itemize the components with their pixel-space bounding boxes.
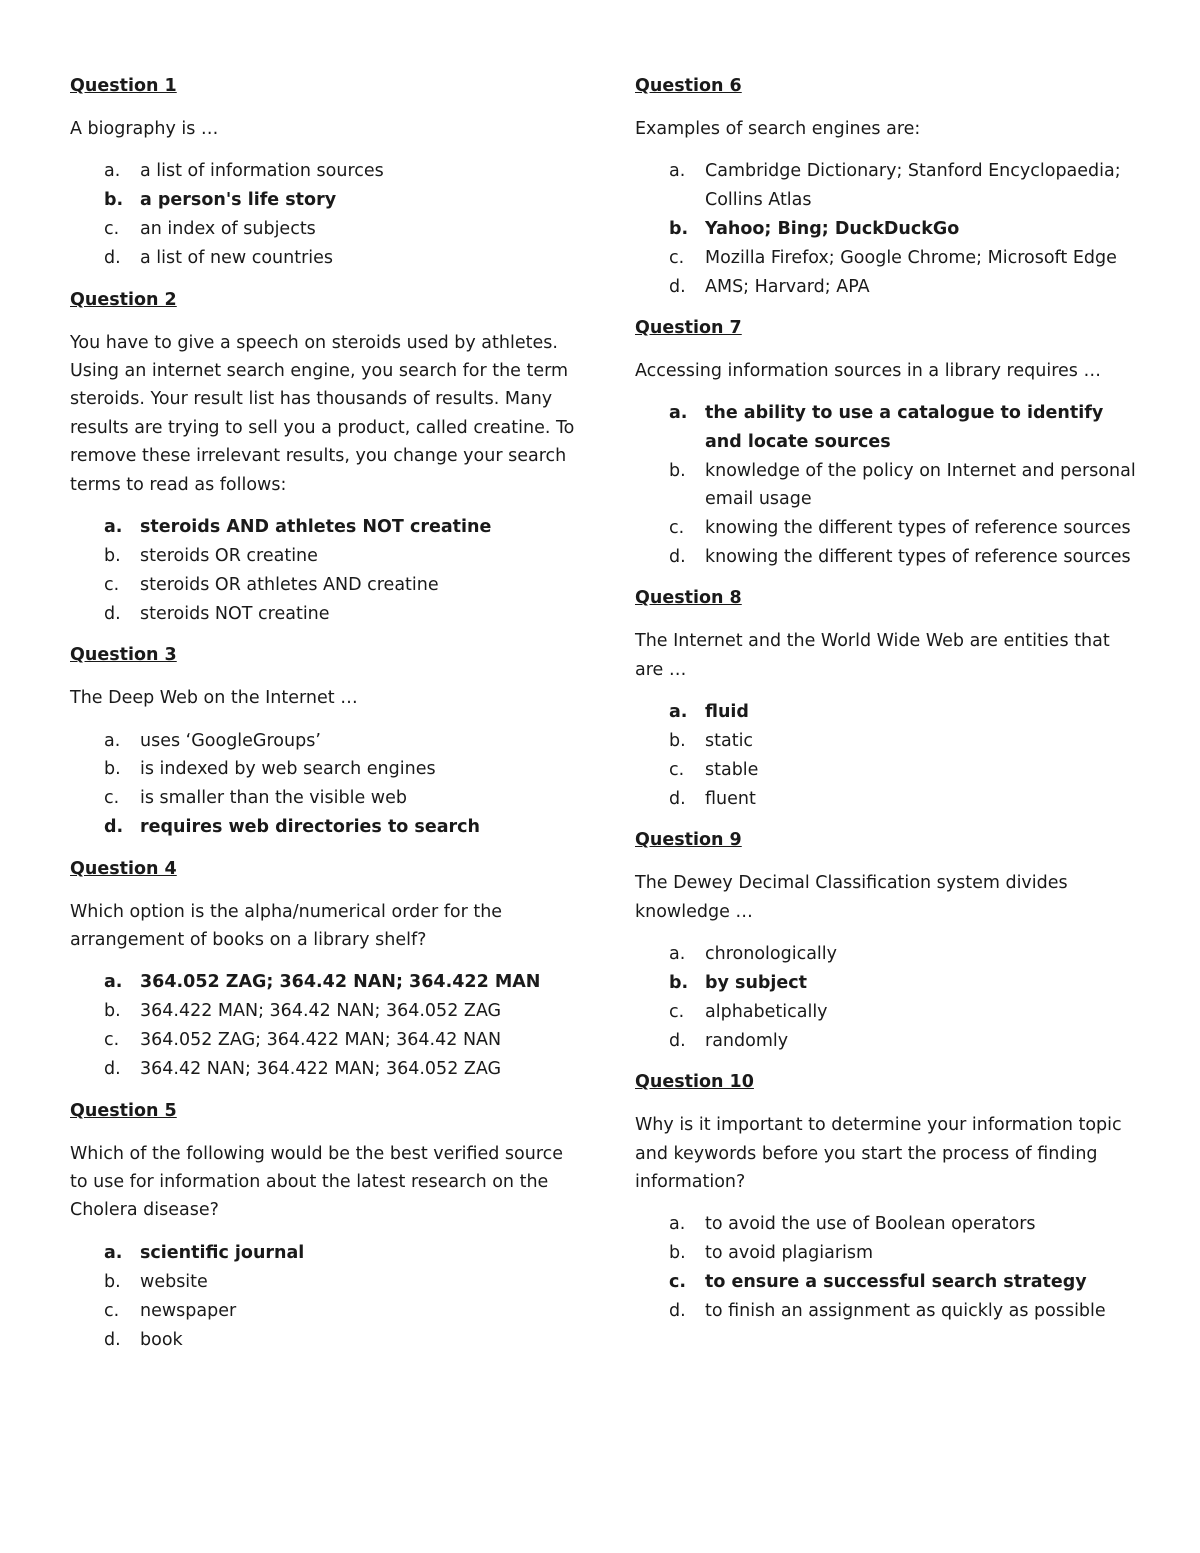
option-letter: d.: [669, 546, 686, 567]
answer-options: [70, 968, 575, 1083]
option-letter: b.: [669, 218, 689, 239]
answer-option-correct: [70, 813, 575, 841]
answer-option: [635, 1027, 1140, 1055]
option-text: steroids OR creatine: [140, 545, 318, 566]
option-letter: c.: [669, 1272, 687, 1293]
answer-option: [70, 1297, 575, 1325]
answer-option: [70, 755, 575, 783]
answer-option: [70, 1326, 575, 1354]
option-text: requires web directories to search: [140, 817, 480, 838]
answer-option: [635, 1210, 1140, 1238]
option-letter: d.: [669, 1301, 686, 1322]
option-letter: b.: [104, 1271, 121, 1292]
option-text: uses ‘GoogleGroups’: [140, 730, 321, 751]
option-text: Cambridge Dictionary; Stanford Encyclopaedia; Collins Atlas: [705, 161, 1121, 210]
question-10: [635, 1069, 1140, 1325]
answer-option: [635, 244, 1140, 272]
left-column: [70, 73, 575, 1368]
question-text: Accessing information sources in a library requires …: [635, 360, 1101, 381]
option-text: fluent: [705, 788, 756, 809]
option-letter: d.: [104, 603, 121, 624]
option-letter: d.: [104, 1059, 121, 1080]
answer-option: [70, 542, 575, 570]
option-letter: a.: [104, 730, 121, 751]
answer-option: [70, 1055, 575, 1083]
answer-option: [70, 571, 575, 599]
option-letter: a.: [104, 1242, 123, 1263]
option-text: to avoid plagiarism: [705, 1243, 874, 1264]
option-text: a person's life story: [140, 190, 337, 211]
option-text: to finish an assignment as quickly as possible: [705, 1301, 1106, 1322]
question-5: [70, 1098, 575, 1354]
question-text: The Dewey Decimal Classification system divides knowledge …: [635, 873, 1068, 922]
answer-option-correct: [635, 1268, 1140, 1296]
option-letter: c.: [669, 247, 685, 268]
option-letter: b.: [104, 190, 124, 211]
option-letter: a.: [104, 972, 123, 993]
option-letter: c.: [669, 517, 685, 538]
question-title: Question 3: [70, 645, 177, 666]
question-text: A biography is …: [70, 119, 219, 139]
question-text: Which of the following would be the best verified source to use for information about the latest research on the Cholera disease?: [70, 1143, 564, 1221]
right-column: [635, 73, 1140, 1340]
answer-option: [635, 998, 1140, 1026]
answer-option: [70, 727, 575, 755]
option-text: an index of subjects: [140, 219, 316, 240]
option-letter: d.: [669, 1030, 686, 1051]
option-letter: d.: [669, 788, 686, 809]
question-3: [70, 642, 575, 842]
answer-option-correct: [70, 1239, 575, 1267]
option-letter: d.: [669, 276, 686, 297]
option-letter: d.: [104, 1329, 121, 1350]
question-text: The Deep Web on the Internet …: [70, 688, 358, 709]
question-text: Which option is the alpha/numerical order for the arrangement of books on a library shelf?: [70, 901, 503, 951]
question-7: [635, 315, 1140, 571]
option-letter: c.: [104, 1030, 120, 1051]
answer-option: [635, 514, 1140, 542]
option-text: 364.422 MAN; 364.42 NAN; 364.052 ZAG: [140, 1001, 502, 1022]
question-title: Question 7: [635, 317, 742, 338]
question-4: [70, 856, 575, 1084]
answer-option: [635, 756, 1140, 784]
question-title: Question 8: [635, 588, 742, 609]
option-text: 364.42 NAN; 364.422 MAN; 364.052 ZAG: [140, 1059, 502, 1080]
option-letter: b.: [104, 1001, 121, 1022]
answer-options: [635, 940, 1140, 1055]
option-letter: a.: [669, 161, 686, 182]
option-text: newspaper: [140, 1300, 237, 1321]
option-letter: b.: [104, 545, 121, 566]
option-text: website: [140, 1271, 208, 1292]
option-letter: b.: [669, 972, 689, 993]
answer-option-correct: [70, 968, 575, 996]
answer-option: [70, 1268, 575, 1296]
option-text: 364.052 ZAG; 364.42 NAN; 364.422 MAN: [140, 972, 541, 993]
option-text: stable: [705, 759, 759, 780]
option-text: the ability to use a catalogue to identify and locate sources: [705, 403, 1104, 452]
option-text: chronologically: [705, 944, 837, 965]
answer-options: [635, 157, 1140, 301]
answer-option-correct: [70, 186, 575, 214]
option-text: steroids NOT creatine: [140, 603, 330, 624]
answer-option: [70, 157, 575, 185]
question-title: Question 1: [70, 76, 177, 96]
option-text: Yahoo; Bing; DuckDuckGo: [705, 218, 960, 239]
option-letter: c.: [104, 788, 120, 809]
option-letter: c.: [669, 1001, 685, 1022]
option-letter: c.: [104, 574, 120, 595]
option-text: to avoid the use of Boolean operators: [705, 1214, 1036, 1235]
option-text: fluid: [705, 702, 749, 723]
answer-option: [635, 157, 1140, 214]
option-text: AMS; Harvard; APA: [705, 276, 870, 297]
option-letter: c.: [669, 759, 685, 780]
answer-option-correct: [635, 215, 1140, 243]
option-text: is smaller than the visible web: [140, 788, 407, 809]
option-letter: d.: [104, 817, 124, 838]
answer-options: [635, 399, 1140, 571]
question-text: Why is it important to determine your information topic and keywords before you start the process of finding information?: [635, 1115, 1122, 1192]
answer-options: [70, 727, 575, 842]
option-text: knowing the different types of reference sources: [705, 546, 1131, 567]
answer-option-correct: [635, 399, 1140, 456]
option-letter: a.: [669, 702, 688, 723]
answer-option-correct: [70, 513, 575, 541]
option-letter: b.: [669, 1243, 686, 1264]
option-text: to ensure a successful search strategy: [705, 1272, 1087, 1293]
question-title: Question 2: [70, 289, 177, 310]
question-text: The Internet and the World Wide Web are entities that are …: [635, 631, 1110, 680]
option-text: scientific journal: [140, 1242, 305, 1263]
answer-options: [70, 157, 575, 272]
option-letter: b.: [669, 460, 686, 481]
option-text: a list of new countries: [140, 248, 334, 269]
option-text: steroids OR athletes AND creatine: [140, 574, 439, 595]
option-text: steroids AND athletes NOT creatine: [140, 516, 492, 537]
question-title: Question 10: [635, 1072, 754, 1093]
answer-options: [70, 1239, 575, 1354]
option-text: knowledge of the policy on Internet and personal email usage: [705, 460, 1136, 510]
question-title: Question 9: [635, 830, 742, 851]
option-text: Mozilla Firefox; Google Chrome; Microsoft Edge: [705, 247, 1117, 268]
option-letter: d.: [104, 248, 121, 269]
answer-option: [70, 784, 575, 812]
option-letter: a.: [104, 161, 121, 182]
answer-options: [70, 513, 575, 628]
option-text: by subject: [705, 972, 808, 993]
answer-option-correct: [635, 698, 1140, 726]
answer-option: [635, 785, 1140, 813]
question-title: Question 5: [70, 1100, 177, 1121]
answer-options: [635, 1210, 1140, 1325]
option-text: book: [140, 1329, 183, 1350]
answer-option: [635, 543, 1140, 571]
question-1: [70, 73, 575, 273]
option-letter: b.: [104, 759, 121, 780]
question-8: [635, 585, 1140, 813]
answer-option: [635, 940, 1140, 968]
option-text: static: [705, 731, 754, 751]
question-2: [70, 287, 575, 629]
option-text: randomly: [705, 1030, 789, 1051]
answer-option: [635, 1297, 1140, 1325]
answer-option: [635, 457, 1140, 514]
answer-option: [70, 1026, 575, 1054]
answer-options: [635, 698, 1140, 813]
question-text: Examples of search engines are:: [635, 119, 921, 139]
question-6: [635, 73, 1140, 301]
option-letter: a.: [104, 516, 123, 537]
answer-option: [635, 727, 1140, 755]
option-letter: a.: [669, 403, 688, 424]
option-text: is indexed by web search engines: [140, 759, 436, 780]
option-text: a list of information sources: [140, 161, 384, 182]
option-letter: a.: [669, 944, 686, 965]
question-9: [635, 827, 1140, 1055]
answer-option-correct: [635, 969, 1140, 997]
option-text: 364.052 ZAG; 364.422 MAN; 364.42 NAN: [140, 1030, 502, 1051]
option-letter: c.: [104, 1300, 120, 1321]
answer-option: [635, 1239, 1140, 1267]
question-text: You have to give a speech on steroids used by athletes. Using an internet search engine, you search for the term steroids. Your result list has thousands of results. Many results are trying to sell you a product, called creatine. To remove these irrelevant results, you change your search terms to read as follows:: [70, 332, 575, 495]
option-text: knowing the different types of reference sources: [705, 517, 1131, 538]
question-title: Question 6: [635, 76, 742, 96]
option-text: alphabetically: [705, 1001, 828, 1022]
answer-option: [70, 997, 575, 1025]
answer-option: [70, 244, 575, 272]
question-title: Question 4: [70, 858, 177, 879]
answer-option: [70, 600, 575, 628]
answer-option: [70, 215, 575, 243]
option-letter: a.: [669, 1214, 686, 1235]
option-letter: c.: [104, 219, 120, 240]
answer-option: [635, 273, 1140, 301]
option-letter: b.: [669, 731, 686, 751]
